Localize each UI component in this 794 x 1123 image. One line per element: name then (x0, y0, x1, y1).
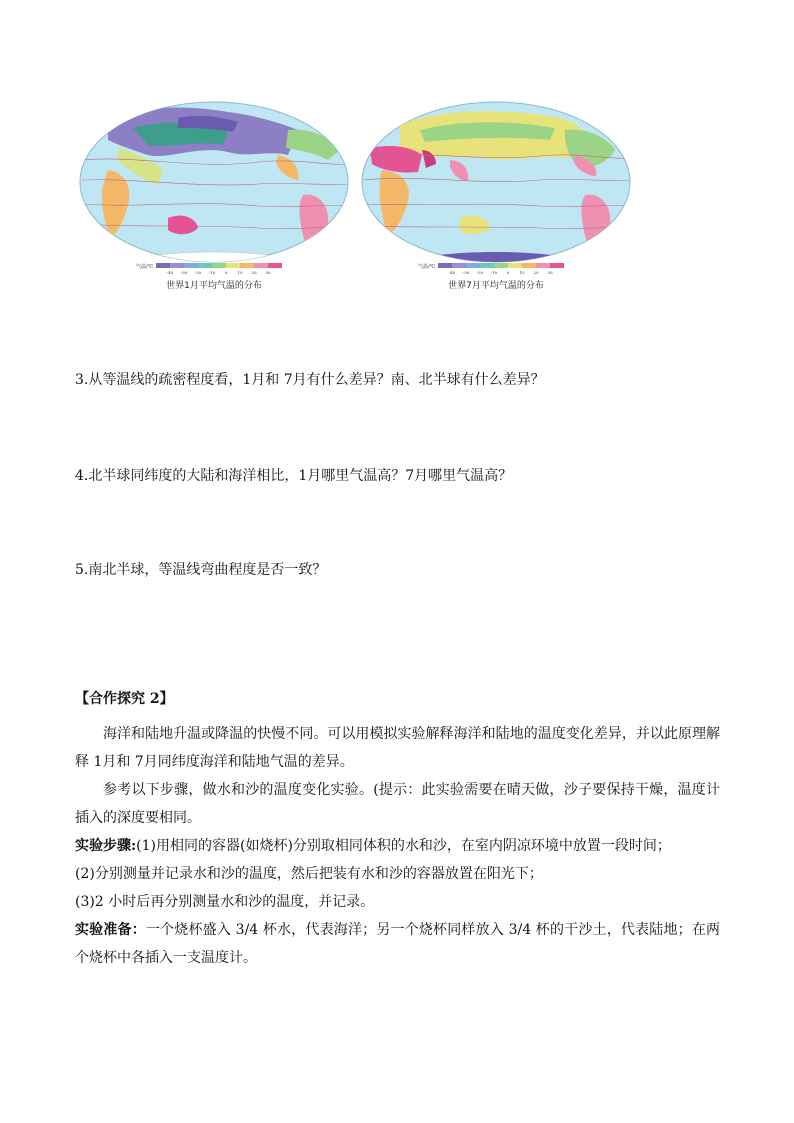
legend-tick-label: 20 (251, 270, 257, 275)
legend-tick-label: 0 (506, 270, 510, 275)
legend-tick-label: -30 (180, 270, 188, 275)
legend-tick-label: 30 (547, 270, 553, 275)
legend-swatch (170, 263, 184, 268)
legend-swatch (508, 263, 522, 268)
legend-swatch (184, 263, 198, 268)
legend-tick-label: -40 (166, 270, 174, 275)
legend-swatch (156, 263, 170, 268)
legend-swatch (438, 263, 452, 268)
july-map-graphic (360, 100, 632, 300)
legend-swatch (212, 263, 226, 268)
section-body (75, 720, 720, 972)
legend-tick-label: -20 (476, 270, 484, 275)
jan-legend-label: 气温/℃ (136, 264, 154, 270)
legend-swatch (480, 263, 494, 268)
question-4: 4.北半球同纬度的大陆和海洋相比，1月哪里气温高？7月哪里气温高？ (75, 468, 513, 484)
paragraph-1: 海洋和陆地升温或降温的快慢不同。可以用模拟实验解释海洋和陆地的温度变化差异，并以此原理解释 1月和 7月同纬度海洋和陆地气温的差异。 (75, 726, 720, 770)
prep-label: 实验准备： (75, 922, 146, 938)
jan-legend-swatches (156, 263, 282, 275)
question-3: 3.从等温线的疏密程度看，1月和 7月有什么差异？南、北半球有什么差异？ (75, 372, 545, 388)
legend-tick-label: 20 (533, 270, 539, 275)
legend-swatch (452, 263, 466, 268)
july-temperature-map (360, 100, 632, 300)
steps-label: 实验步骤: (75, 838, 137, 854)
paragraph-2: 参考以下步骤，做水和沙的温度变化实验。(提示：此实验需要在晴天做，沙子要保持干燥，温度计插入的深度要相同。 (75, 782, 720, 826)
jul-legend-label: 气温/℃ (418, 264, 436, 270)
legend-tick-label: 0 (224, 270, 228, 275)
january-temperature-map (78, 100, 350, 300)
january-map-graphic (78, 100, 350, 300)
legend-swatch (268, 263, 282, 268)
legend-swatch (550, 263, 564, 268)
july-map-title: 世界7月平均气温的分布 (448, 281, 544, 291)
prep-text: 一个烧杯盛入 3/4 杯水，代表海洋；另一个烧杯同样放入 3/4 杯的干沙土，代表陆地；在两个烧杯中各插入一支温度计。 (75, 922, 721, 966)
steps-step-1 (75, 832, 720, 860)
preparation (75, 916, 720, 972)
legend-swatch (198, 263, 212, 268)
legend-tick-label: -20 (194, 270, 202, 275)
question-5: 5.南北半球，等温线弯曲程度是否一致？ (75, 562, 327, 578)
legend-tick-label: -10 (490, 270, 498, 275)
legend-tick-label: -40 (448, 270, 456, 275)
jul-legend-swatches (438, 263, 564, 275)
steps-step-2: (2)分别测量并记录水和沙的温度，然后把装有水和沙的容器放置在阳光下； (75, 866, 543, 882)
legend-tick-label: 10 (519, 270, 525, 275)
legend-tick-label: 30 (265, 270, 271, 275)
legend-swatch (226, 263, 240, 268)
legend-swatch (240, 263, 254, 268)
legend-tick-label: 10 (237, 270, 243, 275)
legend-swatch (522, 263, 536, 268)
steps-step-3: (3)2 小时后再分别测量水和沙的温度，并记录。 (75, 894, 375, 910)
section-heading: 【合作探究 2】 (75, 691, 174, 707)
legend-tick-label: -30 (462, 270, 470, 275)
january-map-title: 世界1月平均气温的分布 (166, 281, 262, 291)
legend-swatch (494, 263, 508, 268)
step-1-text: (1)用相同的容器(如烧杯)分别取相同体积的水和沙，在室内阴凉环境中放置一段时间； (136, 838, 671, 854)
legend-tick-label: -10 (208, 270, 216, 275)
legend-swatch (536, 263, 550, 268)
legend-swatch (254, 263, 268, 268)
legend-swatch (466, 263, 480, 268)
temperature-maps (78, 100, 638, 300)
